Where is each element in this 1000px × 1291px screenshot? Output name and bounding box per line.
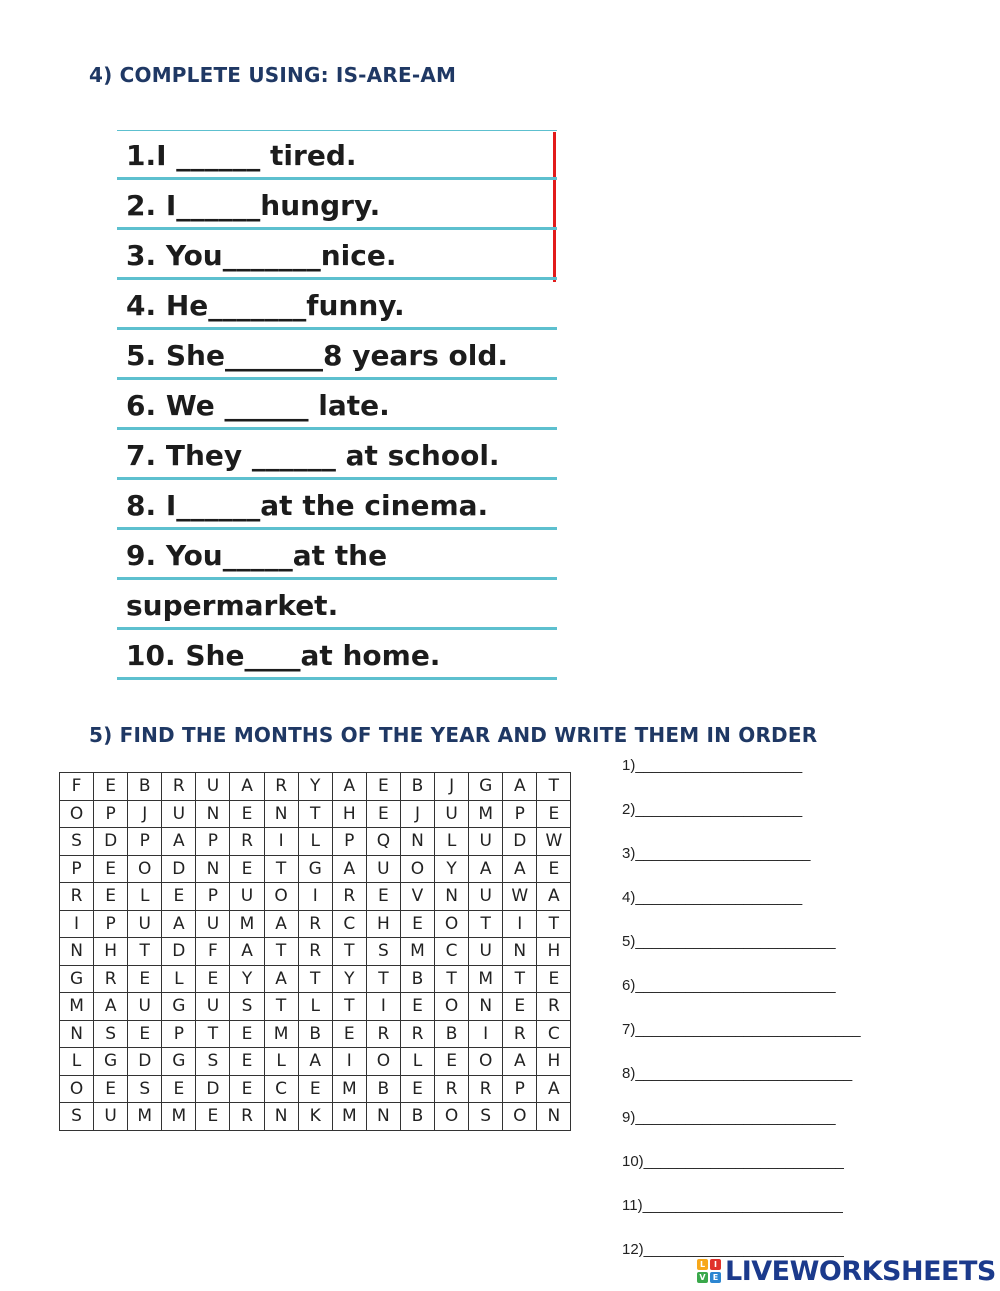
grid-cell: N bbox=[503, 938, 537, 966]
grid-cell: D bbox=[196, 1075, 230, 1103]
grid-row bbox=[60, 855, 571, 883]
grid-cell: P bbox=[332, 828, 366, 856]
grid-cell: U bbox=[94, 1103, 128, 1131]
grid-cell: Y bbox=[332, 965, 366, 993]
grid-cell: O bbox=[60, 1075, 94, 1103]
grid-cell: A bbox=[230, 773, 264, 801]
answer-line-10[interactable]: 10)________________________ bbox=[622, 1153, 844, 1170]
grid-cell: E bbox=[537, 965, 571, 993]
grid-cell: C bbox=[537, 1020, 571, 1048]
liveworksheets-logo bbox=[697, 1255, 996, 1287]
grid-cell: E bbox=[94, 1075, 128, 1103]
grid-cell: C bbox=[332, 910, 366, 938]
grid-cell: E bbox=[196, 1103, 230, 1131]
grid-cell: E bbox=[162, 1075, 196, 1103]
sentence-4: 4. He_______funny. bbox=[117, 280, 557, 330]
exercise-image bbox=[117, 130, 557, 682]
grid-cell: E bbox=[537, 855, 571, 883]
grid-cell: G bbox=[469, 773, 503, 801]
grid-cell: A bbox=[264, 910, 298, 938]
grid-cell: A bbox=[469, 855, 503, 883]
grid-row bbox=[60, 1048, 571, 1076]
answer-line-3[interactable]: 3)_____________________ bbox=[622, 845, 811, 862]
sentence-6: 6. We ______ late. bbox=[117, 380, 557, 430]
grid-cell: T bbox=[435, 965, 469, 993]
grid-row bbox=[60, 993, 571, 1021]
grid-cell: P bbox=[128, 828, 162, 856]
grid-cell: R bbox=[298, 910, 332, 938]
grid-cell: C bbox=[435, 938, 469, 966]
sentence-1: 1.I ______ tired. bbox=[117, 130, 557, 180]
grid-cell: W bbox=[537, 828, 571, 856]
grid-cell: N bbox=[435, 883, 469, 911]
grid-cell: A bbox=[537, 883, 571, 911]
answer-line-6[interactable]: 6)________________________ bbox=[622, 977, 836, 994]
grid-cell: G bbox=[162, 1048, 196, 1076]
grid-cell: N bbox=[400, 828, 434, 856]
grid-cell: O bbox=[435, 993, 469, 1021]
grid-cell: D bbox=[162, 855, 196, 883]
grid-cell: R bbox=[332, 883, 366, 911]
grid-cell: A bbox=[537, 1075, 571, 1103]
grid-cell: O bbox=[60, 800, 94, 828]
grid-cell: A bbox=[264, 965, 298, 993]
grid-cell: E bbox=[366, 773, 400, 801]
answer-line-1[interactable]: 1)____________________ bbox=[622, 757, 803, 774]
grid-cell: U bbox=[162, 800, 196, 828]
grid-cell: Y bbox=[230, 965, 264, 993]
grid-cell: L bbox=[298, 993, 332, 1021]
sentence-5: 5. She_______8 years old. bbox=[117, 330, 557, 380]
grid-row bbox=[60, 910, 571, 938]
grid-cell: R bbox=[366, 1020, 400, 1048]
grid-cell: A bbox=[162, 910, 196, 938]
grid-cell: L bbox=[400, 1048, 434, 1076]
grid-cell: E bbox=[366, 883, 400, 911]
grid-cell: P bbox=[196, 828, 230, 856]
sentence-3: 3. You_______nice. bbox=[117, 230, 557, 280]
grid-cell: E bbox=[94, 883, 128, 911]
grid-cell: I bbox=[264, 828, 298, 856]
grid-cell: S bbox=[366, 938, 400, 966]
grid-cell: A bbox=[332, 855, 366, 883]
grid-cell: R bbox=[230, 828, 264, 856]
grid-cell: N bbox=[60, 1020, 94, 1048]
grid-cell: H bbox=[537, 938, 571, 966]
sentence-9: 9. You_____at the bbox=[117, 530, 557, 580]
grid-cell: V bbox=[400, 883, 434, 911]
grid-cell: N bbox=[196, 800, 230, 828]
grid-cell: R bbox=[469, 1075, 503, 1103]
grid-cell: P bbox=[94, 910, 128, 938]
sentence-9-cont: supermarket. bbox=[117, 580, 557, 630]
grid-row bbox=[60, 965, 571, 993]
grid-cell: R bbox=[162, 773, 196, 801]
grid-cell: A bbox=[503, 773, 537, 801]
section-4-heading: 4) COMPLETE USING: IS-ARE-AM bbox=[89, 63, 457, 87]
grid-row bbox=[60, 828, 571, 856]
grid-cell: B bbox=[128, 773, 162, 801]
section-5-heading: 5) FIND THE MONTHS OF THE YEAR AND WRITE THEM IN ORDER bbox=[89, 723, 818, 747]
grid-cell: N bbox=[469, 993, 503, 1021]
grid-cell: O bbox=[366, 1048, 400, 1076]
grid-cell: E bbox=[366, 800, 400, 828]
sentence-8: 8. I______at the cinema. bbox=[117, 480, 557, 530]
grid-cell: U bbox=[435, 800, 469, 828]
grid-cell: I bbox=[469, 1020, 503, 1048]
grid-cell: J bbox=[435, 773, 469, 801]
grid-cell: I bbox=[503, 910, 537, 938]
grid-cell: D bbox=[503, 828, 537, 856]
grid-cell: S bbox=[128, 1075, 162, 1103]
grid-cell: E bbox=[128, 1020, 162, 1048]
grid-cell: C bbox=[264, 1075, 298, 1103]
grid-cell: S bbox=[94, 1020, 128, 1048]
grid-cell: U bbox=[469, 828, 503, 856]
grid-cell: N bbox=[264, 800, 298, 828]
grid-cell: J bbox=[400, 800, 434, 828]
grid-cell: G bbox=[60, 965, 94, 993]
grid-cell: N bbox=[60, 938, 94, 966]
grid-cell: A bbox=[298, 1048, 332, 1076]
grid-row bbox=[60, 1020, 571, 1048]
logo-block: V bbox=[697, 1272, 708, 1283]
grid-row bbox=[60, 883, 571, 911]
grid-cell: M bbox=[332, 1103, 366, 1131]
grid-cell: A bbox=[503, 855, 537, 883]
answer-line-5[interactable]: 5)________________________ bbox=[622, 933, 836, 950]
grid-cell: M bbox=[264, 1020, 298, 1048]
grid-cell: E bbox=[230, 1020, 264, 1048]
grid-cell: N bbox=[264, 1103, 298, 1131]
logo-text: LIVEWORKSHEETS bbox=[725, 1255, 996, 1287]
grid-cell: E bbox=[298, 1075, 332, 1103]
grid-cell: U bbox=[128, 993, 162, 1021]
grid-cell: O bbox=[469, 1048, 503, 1076]
grid-cell: G bbox=[298, 855, 332, 883]
grid-cell: J bbox=[128, 800, 162, 828]
word-search-grid bbox=[59, 772, 571, 1131]
grid-cell: S bbox=[230, 993, 264, 1021]
grid-cell: B bbox=[298, 1020, 332, 1048]
grid-cell: P bbox=[196, 883, 230, 911]
grid-cell: Q bbox=[366, 828, 400, 856]
grid-cell: K bbox=[298, 1103, 332, 1131]
sentence-2: 2. I______hungry. bbox=[117, 180, 557, 230]
grid-cell: A bbox=[503, 1048, 537, 1076]
grid-cell: T bbox=[332, 993, 366, 1021]
sentence-10: 10. She____at home. bbox=[117, 630, 557, 680]
grid-cell: P bbox=[94, 800, 128, 828]
grid-cell: N bbox=[366, 1103, 400, 1131]
grid-cell: H bbox=[537, 1048, 571, 1076]
grid-cell: M bbox=[469, 965, 503, 993]
grid-cell: T bbox=[537, 773, 571, 801]
grid-cell: G bbox=[94, 1048, 128, 1076]
grid-cell: M bbox=[162, 1103, 196, 1131]
grid-cell: R bbox=[503, 1020, 537, 1048]
grid-cell: E bbox=[196, 965, 230, 993]
grid-cell: U bbox=[230, 883, 264, 911]
answer-line-2[interactable]: 2)____________________ bbox=[622, 801, 803, 818]
answer-line-7[interactable]: 7)___________________________ bbox=[622, 1021, 861, 1038]
grid-cell: S bbox=[60, 1103, 94, 1131]
grid-cell: R bbox=[94, 965, 128, 993]
grid-cell: R bbox=[298, 938, 332, 966]
grid-cell: U bbox=[196, 910, 230, 938]
grid-cell: R bbox=[400, 1020, 434, 1048]
logo-block: L bbox=[697, 1259, 708, 1270]
grid-cell: G bbox=[162, 993, 196, 1021]
grid-cell: O bbox=[128, 855, 162, 883]
grid-cell: S bbox=[60, 828, 94, 856]
grid-cell: U bbox=[469, 938, 503, 966]
grid-cell: I bbox=[60, 910, 94, 938]
grid-cell: M bbox=[332, 1075, 366, 1103]
grid-cell: E bbox=[400, 1075, 434, 1103]
grid-cell: B bbox=[366, 1075, 400, 1103]
grid-cell: L bbox=[128, 883, 162, 911]
grid-cell: I bbox=[332, 1048, 366, 1076]
grid-cell: E bbox=[94, 773, 128, 801]
grid-row bbox=[60, 800, 571, 828]
grid-cell: E bbox=[162, 883, 196, 911]
grid-cell: E bbox=[230, 855, 264, 883]
grid-cell: R bbox=[230, 1103, 264, 1131]
grid-cell: Y bbox=[298, 773, 332, 801]
answer-line-12[interactable]: 12)________________________ bbox=[622, 1241, 844, 1258]
grid-cell: A bbox=[94, 993, 128, 1021]
grid-cell: H bbox=[332, 800, 366, 828]
grid-cell: E bbox=[503, 993, 537, 1021]
grid-cell: M bbox=[400, 938, 434, 966]
grid-cell: S bbox=[469, 1103, 503, 1131]
grid-cell: E bbox=[230, 1048, 264, 1076]
grid-cell: A bbox=[230, 938, 264, 966]
grid-cell: A bbox=[332, 773, 366, 801]
grid-cell: L bbox=[298, 828, 332, 856]
grid-cell: U bbox=[128, 910, 162, 938]
grid-cell: O bbox=[400, 855, 434, 883]
grid-cell: O bbox=[435, 910, 469, 938]
answer-line-11[interactable]: 11)________________________ bbox=[622, 1197, 843, 1214]
grid-cell: R bbox=[60, 883, 94, 911]
logo-block: I bbox=[710, 1259, 721, 1270]
grid-cell: R bbox=[435, 1075, 469, 1103]
grid-cell: T bbox=[503, 965, 537, 993]
grid-cell: B bbox=[400, 1103, 434, 1131]
answer-line-9[interactable]: 9)________________________ bbox=[622, 1109, 836, 1126]
grid-cell: O bbox=[503, 1103, 537, 1131]
grid-cell: T bbox=[469, 910, 503, 938]
grid-cell: U bbox=[196, 773, 230, 801]
grid-cell: T bbox=[298, 965, 332, 993]
grid-cell: N bbox=[196, 855, 230, 883]
grid-cell: E bbox=[400, 910, 434, 938]
grid-cell: E bbox=[435, 1048, 469, 1076]
grid-cell: E bbox=[537, 800, 571, 828]
grid-cell: E bbox=[128, 965, 162, 993]
answer-line-8[interactable]: 8)__________________________ bbox=[622, 1065, 853, 1082]
grid-cell: B bbox=[435, 1020, 469, 1048]
grid-row bbox=[60, 773, 571, 801]
grid-cell: T bbox=[196, 1020, 230, 1048]
grid-cell: P bbox=[60, 855, 94, 883]
grid-cell: D bbox=[162, 938, 196, 966]
grid-cell: M bbox=[60, 993, 94, 1021]
grid-cell: I bbox=[298, 883, 332, 911]
grid-cell: S bbox=[196, 1048, 230, 1076]
grid-cell: E bbox=[230, 800, 264, 828]
grid-cell: L bbox=[60, 1048, 94, 1076]
grid-cell: O bbox=[264, 883, 298, 911]
grid-cell: T bbox=[332, 938, 366, 966]
grid-cell: D bbox=[128, 1048, 162, 1076]
sentence-7: 7. They ______ at school. bbox=[117, 430, 557, 480]
grid-row bbox=[60, 938, 571, 966]
grid-cell: U bbox=[469, 883, 503, 911]
grid-cell: F bbox=[60, 773, 94, 801]
grid-cell: A bbox=[162, 828, 196, 856]
grid-row bbox=[60, 1075, 571, 1103]
grid-cell: B bbox=[400, 965, 434, 993]
grid-cell: E bbox=[230, 1075, 264, 1103]
grid-cell: Y bbox=[435, 855, 469, 883]
grid-cell: H bbox=[94, 938, 128, 966]
grid-cell: T bbox=[366, 965, 400, 993]
grid-cell: U bbox=[366, 855, 400, 883]
grid-row bbox=[60, 1103, 571, 1131]
grid-cell: P bbox=[503, 800, 537, 828]
grid-cell: B bbox=[400, 773, 434, 801]
grid-cell: T bbox=[264, 855, 298, 883]
grid-cell: P bbox=[162, 1020, 196, 1048]
grid-cell: W bbox=[503, 883, 537, 911]
grid-cell: D bbox=[94, 828, 128, 856]
grid-cell: M bbox=[128, 1103, 162, 1131]
answer-line-4[interactable]: 4)____________________ bbox=[622, 889, 803, 906]
grid-cell: M bbox=[469, 800, 503, 828]
grid-cell: O bbox=[435, 1103, 469, 1131]
grid-cell: E bbox=[400, 993, 434, 1021]
grid-cell: M bbox=[230, 910, 264, 938]
grid-cell: R bbox=[264, 773, 298, 801]
logo-blocks-icon bbox=[697, 1259, 721, 1283]
grid-cell: I bbox=[366, 993, 400, 1021]
grid-cell: L bbox=[162, 965, 196, 993]
grid-cell: T bbox=[264, 938, 298, 966]
grid-cell: N bbox=[537, 1103, 571, 1131]
logo-block: E bbox=[710, 1272, 721, 1283]
grid-cell: E bbox=[332, 1020, 366, 1048]
grid-cell: E bbox=[94, 855, 128, 883]
grid-cell: T bbox=[264, 993, 298, 1021]
grid-cell: H bbox=[366, 910, 400, 938]
grid-cell: L bbox=[264, 1048, 298, 1076]
grid-cell: U bbox=[196, 993, 230, 1021]
grid-cell: T bbox=[128, 938, 162, 966]
grid-cell: L bbox=[435, 828, 469, 856]
grid-cell: R bbox=[537, 993, 571, 1021]
grid-cell: F bbox=[196, 938, 230, 966]
grid-cell: P bbox=[503, 1075, 537, 1103]
grid-cell: T bbox=[537, 910, 571, 938]
grid-cell: T bbox=[298, 800, 332, 828]
